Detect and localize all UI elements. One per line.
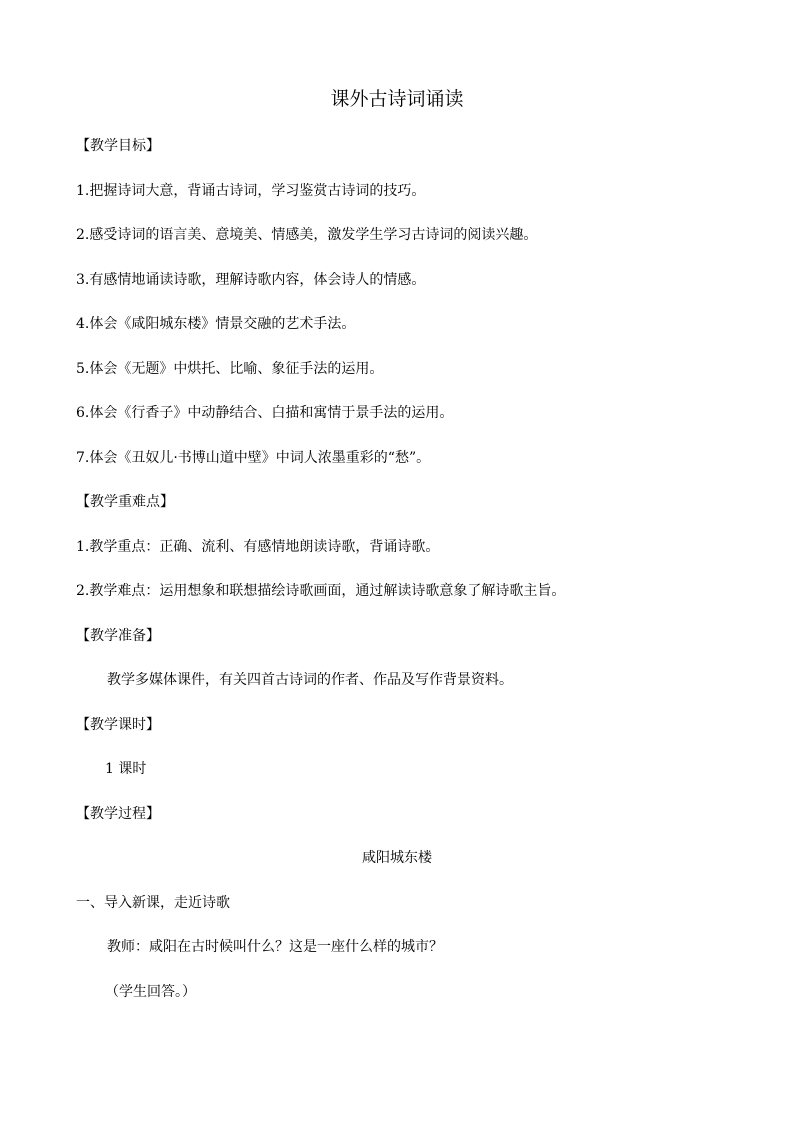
objective-item-7: 7.体会《丑奴儿·书博山道中壁》中词人浓墨重彩的“愁”。 <box>76 450 431 466</box>
preparation-text: 教学多媒体课件，有关四首古诗词的作者、作品及写作背景资料。 <box>107 672 513 688</box>
key-point-item-2: 2.教学难点：运用想象和联想描绘诗歌画面，通过解读诗歌意象了解诗歌主旨。 <box>76 583 566 599</box>
class-hours-heading: 【教学课时】 <box>76 717 160 733</box>
objective-item-4: 4.体会《咸阳城东楼》情景交融的艺术手法。 <box>76 316 356 332</box>
objectives-heading: 【教学目标】 <box>76 138 160 154</box>
step1-heading: 一、导入新课，走近诗歌 <box>76 895 230 911</box>
objective-item-6: 6.体会《行香子》中动静结合、白描和寓情于景手法的运用。 <box>76 405 454 421</box>
key-point-item-1: 1.教学重点：正确、流利、有感情地朗读诗歌，背诵诗歌。 <box>76 539 440 555</box>
objective-item-5: 5.体会《无题》中烘托、比喻、象征手法的运用。 <box>76 361 384 377</box>
preparation-heading: 【教学准备】 <box>76 628 160 644</box>
objective-item-1: 1.把握诗词大意，背诵古诗词，学习鉴赏古诗词的技巧。 <box>76 183 426 199</box>
objective-item-2: 2.感受诗词的语言美、意境美、情感美，激发学生学习古诗词的阅读兴趣。 <box>76 227 538 243</box>
key-points-heading: 【教学重难点】 <box>76 494 174 510</box>
class-hours-text: 1 课时 <box>105 761 147 777</box>
poem-title: 咸阳城东楼 <box>362 850 432 866</box>
teacher-question: 教师：咸阳在古时候叫什么？这是一座什么样的城市？ <box>107 939 443 955</box>
student-response: （学生回答。） <box>105 984 196 1000</box>
document-title: 课外古诗词诵读 <box>330 88 464 110</box>
process-heading: 【教学过程】 <box>76 806 160 822</box>
objective-item-3: 3.有感情地诵读诗歌，理解诗歌内容，体会诗人的情感。 <box>76 272 426 288</box>
